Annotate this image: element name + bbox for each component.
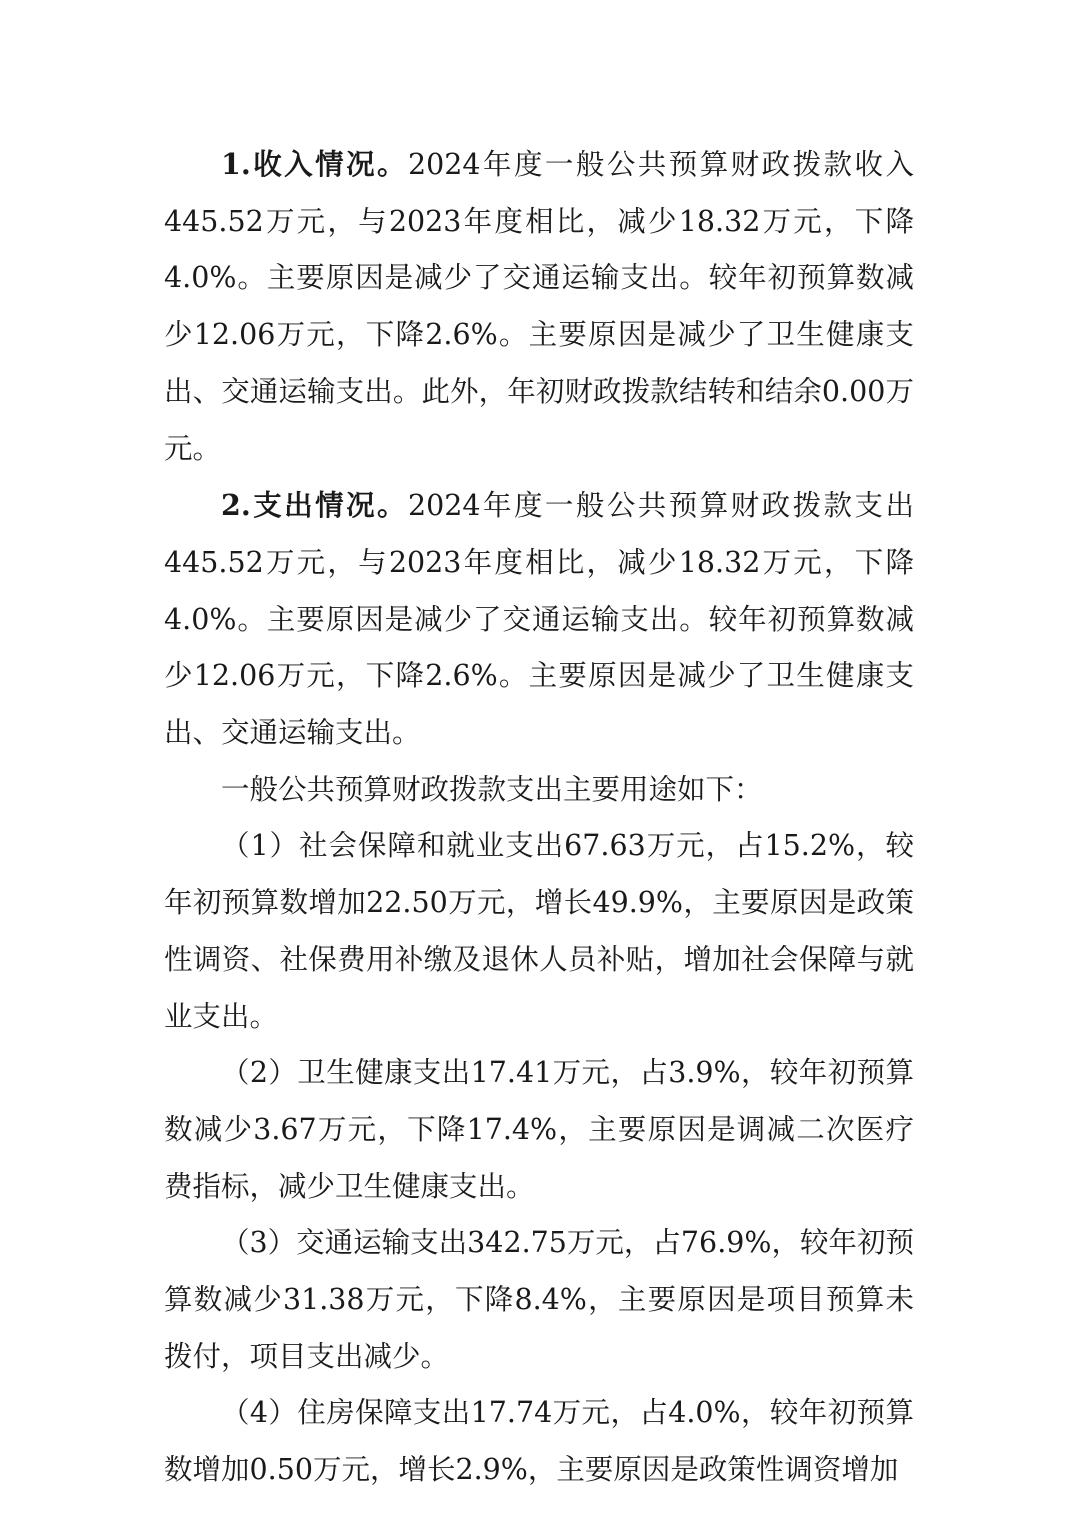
paragraph-item-3-text: （3）交通运输支出342.75万元，占76.9%，较年初预算数减少31.38万元，下降8.4%，主要原因是项目预算未拨付，项目支出减少。 — [164, 1226, 914, 1373]
paragraph-item-4 — [164, 1385, 914, 1498]
paragraph-item-1-text: （1）社会保障和就业支出67.63万元，占15.2%，较年初预算数增加22.50万元，增长49.9%，主要原因是政策性调资、社保费用补缴及退休人员补贴，增加社会保障与就业支出。 — [164, 829, 914, 1033]
paragraph-income — [164, 136, 914, 477]
paragraph-item-2-text: （2）卫生健康支出17.41万元，占3.9%，较年初预算数减少3.67万元，下降17.4%，主要原因是调减二次医疗费指标，减少卫生健康支出。 — [164, 1056, 914, 1203]
paragraph-income-text: 2024年度一般公共预算财政拨款收入445.52万元，与2023年度相比，减少18.32万元，下降4.0%。主要原因是减少了交通运输支出。较年初预算数减少12.06万元，下降2.6%。主要原因是减少了卫生健康支出、交通运输支出。此外，年初财政拨款结转和结余0.00万元。 — [164, 148, 914, 465]
paragraph-usage-intro-text: 一般公共预算财政拨款支出主要用途如下： — [221, 772, 763, 806]
paragraph-usage-intro — [164, 762, 914, 819]
paragraph-expenditure — [164, 477, 914, 762]
paragraph-item-3 — [164, 1215, 914, 1385]
paragraph-item-4-text: （4）住房保障支出17.74万元，占4.0%，较年初预算数增加0.50万元，增长2.9%，主要原因是政策性调资增加 — [164, 1396, 914, 1487]
paragraph-expenditure-text: 2024年度一般公共预算财政拨款支出445.52万元，与2023年度相比，减少18.32万元，下降4.0%。主要原因是减少了交通运输支出。较年初预算数减少12.06万元，下降2.6%。主要原因是减少了卫生健康支出、交通运输支出。 — [164, 489, 914, 750]
paragraph-item-1 — [164, 818, 914, 1045]
heading-income: 1.收入情况。 — [221, 147, 409, 181]
heading-expenditure: 2.支出情况。 — [221, 488, 409, 523]
document-body — [164, 136, 914, 1499]
paragraph-item-2 — [164, 1045, 914, 1215]
